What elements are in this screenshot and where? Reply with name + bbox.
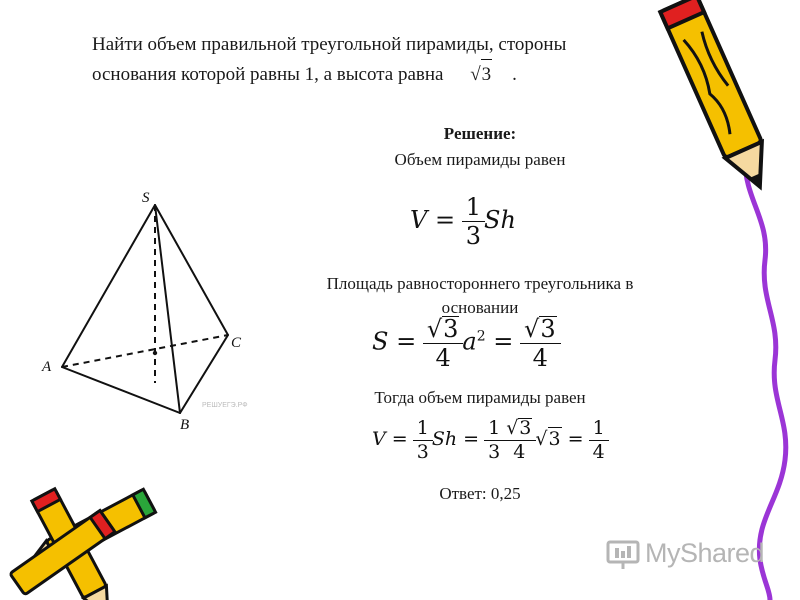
solution-heading: Решение: xyxy=(443,124,517,143)
sqrt-expression: √3 xyxy=(470,59,492,89)
vertex-a-label: A xyxy=(42,359,52,375)
problem-end-dot: . xyxy=(512,64,517,85)
area-label-line-2: основании xyxy=(441,298,519,317)
edge-sa xyxy=(62,205,155,367)
then-label: Тогда объем пирамиды равен xyxy=(374,388,586,407)
edge-ac-hidden xyxy=(62,335,228,367)
volume-formula: V = $\frac{1}{3}$ Sh xyxy=(410,193,516,250)
pencil-icon xyxy=(640,0,800,195)
edge-ab xyxy=(62,367,180,413)
figure-watermark: РЕШУЕГЭ.РФ xyxy=(202,402,248,409)
problem-statement xyxy=(92,30,672,89)
answer: Ответ: 0,25 xyxy=(439,484,521,503)
result-formula: V = $\frac{1}{3}$ Sh = $\frac{1}{3}$ $\frac{√3}{4}$ √3 = $\frac{1}{4}$ xyxy=(372,418,608,462)
problem-line-2 xyxy=(92,59,672,89)
area-label xyxy=(280,272,680,320)
vertex-c-label: C xyxy=(231,335,242,351)
edge-sb xyxy=(155,205,180,413)
area-formula: S = $\frac{√3}{4}$ $a^2$ = $\frac{√3}{4}$ xyxy=(372,316,560,370)
pencils-icon xyxy=(0,478,165,600)
base-center-point xyxy=(153,351,157,355)
volume-label: Объем пирамиды равен xyxy=(394,150,566,169)
squiggle-decoration xyxy=(715,160,800,600)
brand-name: MyShared xyxy=(645,538,765,568)
area-label-line-1: Площадь равностороннего треугольника в xyxy=(326,274,634,293)
problem-line-2-text: основания которой равны 1, а высота равна xyxy=(92,64,444,85)
problem-line-1: Найти объем правильной треугольной пирамиды, стороны xyxy=(92,34,567,55)
edge-sc xyxy=(155,205,228,335)
presentation-icon xyxy=(606,540,640,570)
vertex-b-label: B xyxy=(180,417,190,433)
vertex-s-label: S xyxy=(142,190,150,206)
pyramid-figure xyxy=(30,185,270,435)
